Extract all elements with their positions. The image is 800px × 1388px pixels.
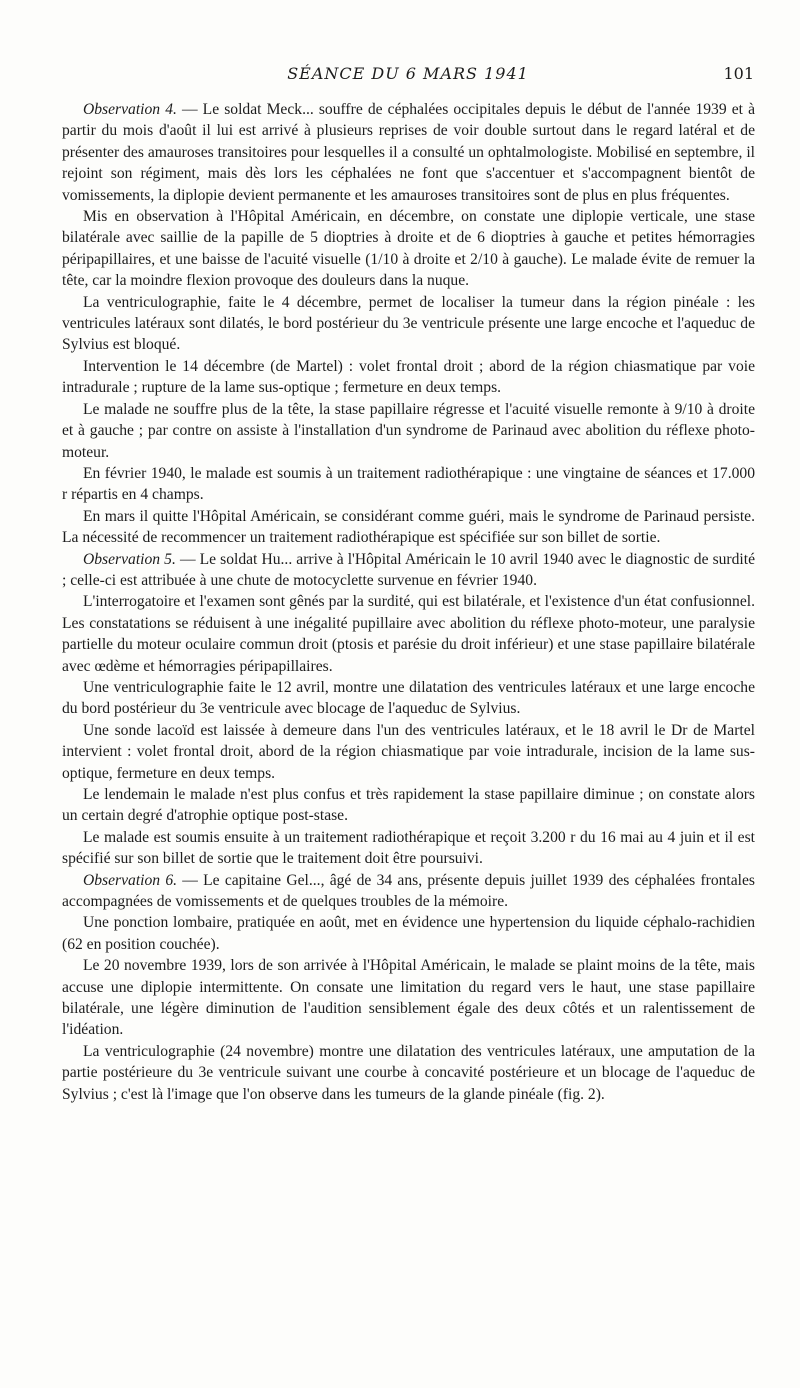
paragraph-text: L'interrogatoire et l'examen sont gênés par la surdité, qui est bilatérale, et l'existence d'un état confusionnel. Les constatations se réduisent à une inégalité pupillaire avec abolition du réflexe photo-moteur, une paralysie partielle du moteur oculaire commun droit (ptosis et parésie du droit inférieur) et une stase papillaire bilatérale avec œdème et hémorragies péripapillaires. bbox=[62, 593, 755, 675]
paragraph-text: Le malade est soumis ensuite à un traitement radiothérapique et reçoit 3.200 r du 16 mai au 4 juin et il est spécifié sur son billet de sortie que le traitement doit être poursuivi. bbox=[62, 828, 755, 868]
paragraph-text: Une sonde lacoïd est laissée à demeure dans l'un des ventricules latéraux, et le 18 avril le Dr de Martel intervient : volet frontal droit, abord de la région chiasmatique par voie intradurale, incision de la lame sus-optique, fermeture en deux temps. bbox=[62, 721, 755, 782]
paragraph bbox=[62, 784, 755, 827]
page-number: 101 bbox=[723, 64, 754, 83]
paragraph bbox=[62, 677, 755, 720]
running-head bbox=[62, 64, 754, 88]
paragraph bbox=[62, 955, 755, 1041]
paragraph bbox=[62, 912, 755, 955]
paragraph bbox=[62, 870, 755, 913]
paragraph bbox=[62, 463, 755, 506]
paragraph-text: Une ventriculographie faite le 12 avril, montre une dilatation des ventricules latéraux et une large encoche du bord postérieur du 3e ventricule avec blocage de l'aqueduc de Sylvius. bbox=[62, 678, 755, 718]
paragraph bbox=[62, 591, 755, 677]
observation-label: Observation 6. bbox=[83, 871, 178, 889]
paragraph bbox=[62, 549, 755, 592]
paragraph bbox=[62, 399, 755, 463]
paragraph bbox=[62, 206, 755, 292]
paragraph bbox=[62, 720, 755, 784]
paragraph-text: — Le capitaine Gel..., âgé de 34 ans, présente depuis juillet 1939 des céphalées frontales accompagnées de vomissements et de quelques troubles de la mémoire. bbox=[62, 871, 756, 911]
paragraph bbox=[62, 292, 755, 356]
paragraph-text: Le 20 novembre 1939, lors de son arrivée à l'Hôpital Américain, le malade se plaint moins de la tête, mais accuse une diplopie intermittente. On consate une limitation du regard vers le haut, une stase papillaire bilatérale, une légère diminution de l'audition sensiblement égale des deux côtés et un ralentissement de l'idéation. bbox=[62, 957, 755, 1039]
paragraph bbox=[62, 827, 755, 870]
paragraph-text: La ventriculographie (24 novembre) montre une dilatation des ventricules latéraux, une amputation de la partie postérieure du 3e ventricule suivant une courbe à concavité postérieure et un blocage de l'aqueduc de Sylvius ; c'est là l'image que l'on observe dans les tumeurs de la glande pinéale (fig. 2). bbox=[62, 1042, 755, 1103]
paragraph bbox=[62, 356, 755, 399]
observation-label: Observation 5. bbox=[83, 550, 176, 568]
paragraph-text: Intervention le 14 décembre (de Martel) : volet frontal droit ; abord de la région chiasmatique par voie intradurale ; rupture de la lame sus-optique ; fermeture en deux temps. bbox=[62, 357, 755, 397]
observation-label: Observation 4. bbox=[83, 101, 177, 118]
paragraph-text: Mis en observation à l'Hôpital Américain, en décembre, on constate une diplopie verticale, une stase bilatérale avec saillie de la papille de 5 dioptries à droite et de 6 dioptries à gauche et petites hémorragies péripapillaires, et une baisse de l'acuité visuelle (1/10 à droite et 2/10 à gauche). Le malade évite de remuer la tête, car la moindre flexion provoque des douleurs dans la nuque. bbox=[62, 208, 755, 290]
paragraph bbox=[62, 99, 755, 206]
body-text bbox=[62, 99, 755, 1105]
paragraph bbox=[62, 1041, 755, 1105]
paragraph-text: Le lendemain le malade n'est plus confus et très rapidement la stase papillaire diminue ; on constate alors un certain degré d'atrophie optique post-stase. bbox=[62, 786, 755, 825]
paragraph-text: — Le soldat Hu... arrive à l'Hôpital Américain le 10 avril 1940 avec le diagnostic de surdité ; celle-ci est attribuée à une chute de motocyclette survenue en février 1940. bbox=[62, 550, 756, 589]
paragraph-text: En février 1940, le malade est soumis à un traitement radiothérapique : une vingtaine de séances et 17.000 r répartis en 4 champs. bbox=[62, 464, 755, 504]
running-title: SÉANCE DU 6 MARS 1941 bbox=[287, 64, 529, 83]
paragraph-text: La ventriculographie, faite le 4 décembre, permet de localiser la tumeur dans la région pinéale : les ventricules latéraux sont dilatés, le bord postérieur du 3e ventricule présente une large encoche et l'aqueduc de Sylvius est bloqué. bbox=[62, 293, 755, 354]
paragraph-text: En mars il quitte l'Hôpital Américain, se considérant comme guéri, mais le syndrome de Parinaud persiste. La nécessité de recommencer un traitement radiothérapique est spécifiée sur son billet de sortie. bbox=[62, 507, 755, 547]
paragraph bbox=[62, 506, 755, 549]
paragraph-text: — Le soldat Meck... souffre de céphalées occipitales depuis le début de l'année 1939 et à partir du mois d'août il lui est arrivé à plusieurs reprises de voir double surtout dans le regard latéral et de présenter des amauroses transitoires pour lesquelles il a consulté un ophtalmologiste. Mobilisé en septembre, il rejoint son régiment, mais dès lors les céphalées ne font que s'accentuer et s'accompagnent bientôt de vomissements, la diplopie devient permanente et les amauroses transitoires sont de plus en plus fréquentes. bbox=[62, 101, 755, 204]
paragraph-text: Une ponction lombaire, pratiquée en août, met en évidence une hypertension du liquide céphalo-rachidien (62 en position couchée). bbox=[62, 914, 755, 953]
paragraph-text: Le malade ne souffre plus de la tête, la stase papillaire régresse et l'acuité visuelle remonte à 9/10 à droite et à gauche ; par contre on assiste à l'installation d'un syndrome de Parinaud avec abolition du réflexe photo-moteur. bbox=[62, 400, 755, 461]
